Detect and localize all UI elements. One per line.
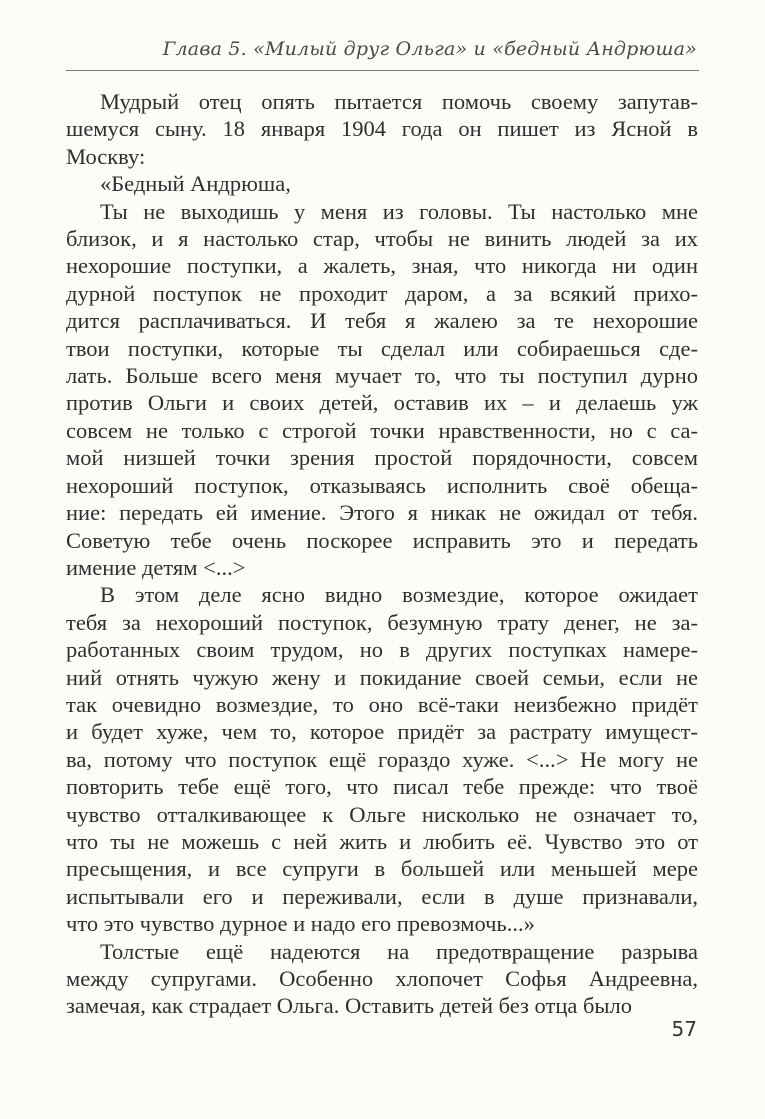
text-line: повторить тебе ещё того, что писал тебе прежде: что твоё bbox=[66, 774, 698, 800]
text-line: что это чувство дурное и надо его превозмочь...» bbox=[66, 911, 535, 937]
text-line: совсем не только с строгой точки нравственности, но с са- bbox=[66, 417, 698, 443]
header-rule bbox=[66, 70, 699, 71]
paragraph bbox=[66, 581, 698, 937]
text-line: нехорошие поступки, а жалеть, зная, что никогда ни один bbox=[66, 253, 698, 279]
text-line: так очевидно возмездие, то оно всё-таки неизбежно придёт bbox=[66, 691, 698, 717]
body-text bbox=[66, 88, 698, 1020]
text-line: Москву: bbox=[66, 143, 146, 169]
text-line: пресыщения, и все супруги в большей или меньшей мере bbox=[66, 856, 698, 882]
running-header: Глава 5. «Милый друг Ольга» и «бедный Андрюша» bbox=[162, 38, 697, 60]
text-line: между супругами. Особенно хлопочет Софья Андреевна, bbox=[66, 966, 698, 991]
text-line: имение детям <...> bbox=[66, 554, 246, 580]
text-line: «Бедный Андрюша, bbox=[100, 171, 291, 197]
paragraph bbox=[66, 88, 698, 170]
text-line: шемуся сыну. 18 января 1904 года он пишет из Ясной в bbox=[66, 116, 698, 142]
text-line: работанных своим трудом, но в других поступках намере- bbox=[66, 637, 698, 663]
text-line: В этом деле ясно видно возмездие, которое ожидает bbox=[100, 582, 698, 608]
text-line: Мудрый отец опять пытается помочь своему запутав- bbox=[100, 89, 698, 114]
text-line: Советую тебе очень поскорее исправить это и передать bbox=[66, 527, 698, 553]
text-line: лать. Больше всего меня мучает то, что ты поступил дурно bbox=[66, 363, 698, 389]
text-line: замечая, как страдает Ольга. Оставить детей без отца было bbox=[66, 993, 633, 1019]
text-line: ние: передать ей имение. Этого я никак не ожидал от тебя. bbox=[66, 500, 698, 526]
paragraph bbox=[66, 938, 698, 1020]
text-line: ний отнять чужую жену и покидание своей семьи, если не bbox=[66, 664, 698, 690]
text-line: близок, и я настолько стар, чтобы не винить людей за их bbox=[66, 226, 698, 252]
text-line: дурной поступок не проходит даром, а за всякий прихо- bbox=[66, 280, 698, 306]
text-line: испытывали его и переживали, если в душе признавали, bbox=[66, 883, 698, 909]
text-line: против Ольги и своих детей, оставив их – и делаешь уж bbox=[66, 390, 698, 416]
text-line: твои поступки, которые ты сделал или собираешься сде- bbox=[66, 335, 698, 361]
text-line: тебя за нехороший поступок, безумную трату денег, не за- bbox=[66, 609, 698, 635]
text-line: Ты не выходишь у меня из головы. Ты настолько мне bbox=[100, 198, 698, 224]
paragraph bbox=[66, 198, 698, 582]
text-line: мой низшей точки зрения простой порядочности, совсем bbox=[66, 445, 698, 471]
text-line: и будет хуже, чем то, которое придёт за растрату имущест- bbox=[66, 719, 698, 745]
text-line: Толстые ещё надеются на предотвращение разрыва bbox=[100, 938, 698, 964]
text-line: дится расплачиваться. И тебя я жалею за те нехорошие bbox=[66, 308, 698, 334]
paragraph bbox=[66, 170, 698, 197]
text-line: ва, потому что поступок ещё гораздо хуже. <...> Не могу не bbox=[66, 746, 698, 772]
page-number: 57 bbox=[671, 1017, 697, 1041]
text-line: чувство отталкивающее к Ольге нисколько не означает то, bbox=[66, 801, 698, 827]
text-line: что ты не можешь с ней жить и любить её. Чувство это от bbox=[66, 828, 698, 854]
text-line: нехороший поступок, отказываясь исполнить своё обеща- bbox=[66, 472, 698, 498]
